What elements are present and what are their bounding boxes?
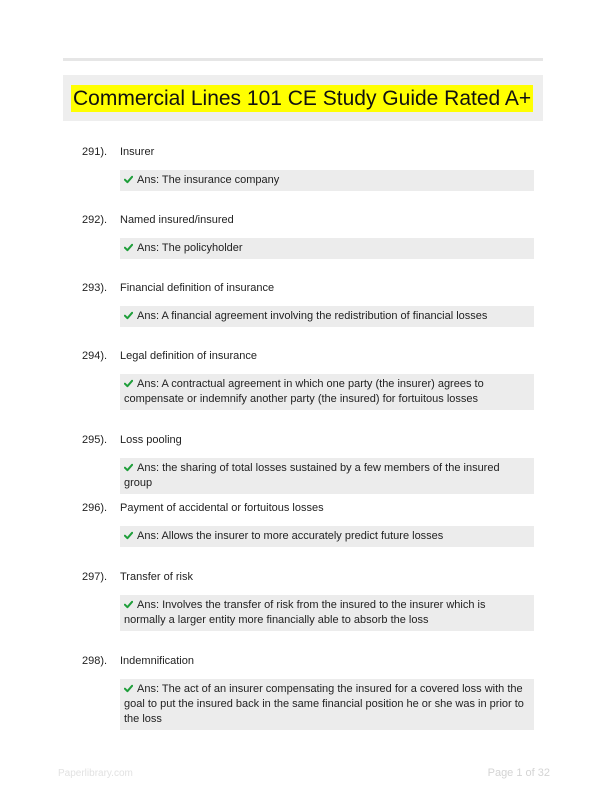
question-number: 295). (82, 434, 108, 446)
question-number: 297). (82, 571, 108, 583)
answer-box (120, 595, 534, 631)
question-number: 292). (82, 214, 108, 226)
question-number: 293). (82, 282, 108, 294)
check-icon (124, 531, 133, 540)
answer-box (120, 458, 534, 494)
question-number: 291). (82, 146, 108, 158)
question-term: Payment of accidental or fortuitous losses (120, 502, 324, 514)
check-icon (124, 463, 133, 472)
answer-box (120, 526, 534, 547)
title-band (63, 75, 543, 121)
answer-box (120, 679, 534, 730)
answer-text: Ans: The policyholder (137, 242, 243, 254)
answer-text: Ans: The insurance company (137, 174, 280, 186)
answer-box (120, 170, 534, 191)
document-title: Commercial Lines 101 CE Study Guide Rated A+ (73, 87, 532, 110)
check-icon (124, 311, 133, 320)
footer-watermark: Paperlibrary.com (58, 768, 133, 779)
question-term: Transfer of risk (120, 571, 193, 583)
page-number: Page 1 of 32 (487, 767, 550, 779)
question-number: 298). (82, 655, 108, 667)
question-term: Legal definition of insurance (120, 350, 257, 362)
answer-box (120, 306, 534, 327)
question-term: Insurer (120, 146, 155, 158)
question-term: Financial definition of insurance (120, 282, 275, 294)
answer-box (120, 238, 534, 259)
top-rule (63, 58, 543, 61)
question-term: Indemnification (120, 655, 194, 667)
answer-text: Ans: The act of an insurer compensating the insured for a covered loss with the goal to put the insured back in the same financial position he or she was in prior to the loss (124, 683, 524, 725)
check-icon (124, 684, 133, 693)
answer-text: Ans: Allows the insurer to more accurately predict future losses (137, 530, 444, 542)
check-icon (124, 600, 133, 609)
check-icon (124, 243, 133, 252)
check-icon (124, 379, 133, 388)
answer-text: Ans: A financial agreement involving the redistribution of financial losses (137, 310, 488, 322)
answer-text: Ans: the sharing of total losses sustained by a few members of the insured group (124, 462, 500, 489)
question-number: 296). (82, 502, 108, 514)
answer-box (120, 374, 534, 410)
answer-text: Ans: Involves the transfer of risk from the insured to the insurer which is normally a larger entity more financially able to absorb the loss (124, 599, 486, 626)
answer-text: Ans: A contractual agreement in which one party (the insurer) agrees to compensate or indemnify another party (the insured) for fortuitous losses (124, 378, 484, 405)
question-term: Loss pooling (120, 434, 182, 446)
check-icon (124, 175, 133, 184)
question-term: Named insured/insured (120, 214, 234, 226)
question-number: 294). (82, 350, 108, 362)
